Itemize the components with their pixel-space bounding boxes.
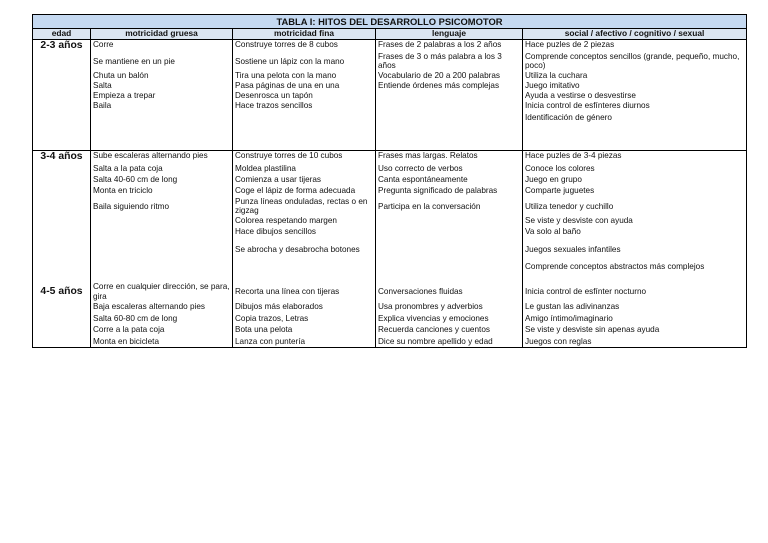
cell-gross-motor: Chuta un balón xyxy=(91,71,233,81)
cell-social: Se viste y desviste sin apenas ayuda xyxy=(523,325,747,337)
cell-age xyxy=(33,113,91,129)
header-age: edad xyxy=(33,29,91,40)
cell-language: Entiende órdenes más complejas xyxy=(376,81,523,91)
cell-social: Juego imitativo xyxy=(523,81,747,91)
cell-social: Inicia control de esfínteres diurnos xyxy=(523,101,747,113)
cell-age xyxy=(33,325,91,337)
cell-social: Utiliza la cuchara xyxy=(523,71,747,81)
cell-fine-motor: Sostiene un lápiz con la mano xyxy=(233,52,376,71)
cell-age xyxy=(33,302,91,314)
cell-language xyxy=(376,101,523,113)
cell-language xyxy=(376,227,523,238)
cell-gross-motor: Salta xyxy=(91,81,233,91)
cell-language: Vocabulario de 20 a 200 palabras xyxy=(376,71,523,81)
table-row xyxy=(33,164,747,175)
cell-gross-motor xyxy=(91,262,233,282)
cell-social: Comprende conceptos abstractos más complejos xyxy=(523,262,747,282)
table-row xyxy=(33,282,747,302)
cell-language: Pregunta significado de palabras xyxy=(376,186,523,197)
cell-gross-motor: Baila xyxy=(91,101,233,113)
cell-gross-motor: Sube escaleras alternando pies xyxy=(91,151,233,164)
table-row xyxy=(33,175,747,186)
cell-age: 4-5 años xyxy=(33,282,91,302)
cell-social: Le gustan las adivinanzas xyxy=(523,302,747,314)
table-row xyxy=(33,227,747,238)
cell-social: Conoce los colores xyxy=(523,164,747,175)
cell-age xyxy=(33,81,91,91)
cell-fine-motor: Lanza con puntería xyxy=(233,337,376,348)
cell-language xyxy=(376,129,523,151)
milestones-table xyxy=(32,14,747,348)
cell-age xyxy=(33,227,91,238)
cell-age xyxy=(33,337,91,348)
cell-fine-motor: Construye torres de 8 cubos xyxy=(233,40,376,53)
cell-age xyxy=(33,216,91,227)
cell-gross-motor: Se mantiene en un pie xyxy=(91,52,233,71)
cell-gross-motor: Salta 60-80 cm de long xyxy=(91,314,233,325)
cell-social: Juego en grupo xyxy=(523,175,747,186)
cell-gross-motor: Monta en bicicleta xyxy=(91,337,233,348)
cell-fine-motor: Comienza a usar tijeras xyxy=(233,175,376,186)
cell-language: Frases de 3 o más palabra a los 3 años xyxy=(376,52,523,71)
cell-fine-motor: Moldea plastilina xyxy=(233,164,376,175)
cell-social: Identificación de género xyxy=(523,113,747,129)
table-row xyxy=(33,101,747,113)
cell-gross-motor: Corre xyxy=(91,40,233,53)
cell-fine-motor: Construye torres de 10 cubos xyxy=(233,151,376,164)
table-row xyxy=(33,71,747,81)
cell-language xyxy=(376,262,523,282)
header-fine-motor: motricidad fina xyxy=(233,29,376,40)
cell-fine-motor: Recorta una línea con tijeras xyxy=(233,282,376,302)
cell-fine-motor: Dibujos más elaborados xyxy=(233,302,376,314)
table-row xyxy=(33,337,747,348)
cell-language: Conversaciones fluidas xyxy=(376,282,523,302)
cell-fine-motor: Desenrosca un tapón xyxy=(233,91,376,101)
cell-gross-motor xyxy=(91,227,233,238)
cell-fine-motor: Bota una pelota xyxy=(233,325,376,337)
cell-language xyxy=(376,113,523,129)
table-row xyxy=(33,238,747,262)
cell-gross-motor: Baila siguiendo ritmo xyxy=(91,197,233,216)
cell-age: 2-3 años xyxy=(33,40,91,53)
cell-language: Participa en la conversación xyxy=(376,197,523,216)
cell-social: Amigo íntimo/imaginario xyxy=(523,314,747,325)
cell-age xyxy=(33,52,91,71)
cell-age xyxy=(33,91,91,101)
cell-gross-motor: Corre en cualquier dirección, se para, gira xyxy=(91,282,233,302)
cell-social: Comparte juguetes xyxy=(523,186,747,197)
cell-gross-motor: Salta a la pata coja xyxy=(91,164,233,175)
cell-fine-motor xyxy=(233,262,376,282)
cell-age xyxy=(33,164,91,175)
cell-social: Juegos sexuales infantiles xyxy=(523,238,747,262)
table-body xyxy=(33,40,747,348)
cell-language: Canta espontáneamente xyxy=(376,175,523,186)
cell-fine-motor: Punza líneas onduladas, rectas o en zigzag xyxy=(233,197,376,216)
table-row xyxy=(33,216,747,227)
cell-gross-motor: Monta en triciclo xyxy=(91,186,233,197)
cell-social xyxy=(523,129,747,151)
table-row xyxy=(33,91,747,101)
cell-age xyxy=(33,238,91,262)
cell-gross-motor: Baja escaleras alternando pies xyxy=(91,302,233,314)
cell-age xyxy=(33,186,91,197)
table-row xyxy=(33,52,747,71)
cell-age xyxy=(33,71,91,81)
cell-language: Recuerda canciones y cuentos xyxy=(376,325,523,337)
header-language: lenguaje xyxy=(376,29,523,40)
table-row xyxy=(33,81,747,91)
cell-age xyxy=(33,129,91,151)
table-row xyxy=(33,314,747,325)
development-milestones-sheet xyxy=(32,14,746,348)
cell-age xyxy=(33,197,91,216)
cell-social: Inicia control de esfínter nocturno xyxy=(523,282,747,302)
cell-language xyxy=(376,216,523,227)
cell-social: Va solo al baño xyxy=(523,227,747,238)
table-row xyxy=(33,197,747,216)
cell-fine-motor: Hace dibujos sencillos xyxy=(233,227,376,238)
cell-fine-motor: Copia trazos, Letras xyxy=(233,314,376,325)
header-social: social / afectivo / cognitivo / sexual xyxy=(523,29,747,40)
header-gross-motor: motricidad gruesa xyxy=(91,29,233,40)
cell-fine-motor xyxy=(233,129,376,151)
cell-gross-motor xyxy=(91,238,233,262)
cell-age: 3-4 años xyxy=(33,151,91,164)
cell-age xyxy=(33,262,91,282)
cell-language: Frases mas largas. Relatos xyxy=(376,151,523,164)
cell-language: Explica vivencias y emociones xyxy=(376,314,523,325)
cell-social: Hace puzles de 2 piezas xyxy=(523,40,747,53)
table-row xyxy=(33,302,747,314)
cell-social: Se viste y desviste con ayuda xyxy=(523,216,747,227)
cell-fine-motor: Pasa páginas de una en una xyxy=(233,81,376,91)
cell-language xyxy=(376,238,523,262)
header-row xyxy=(33,29,747,40)
cell-age xyxy=(33,314,91,325)
cell-gross-motor: Salta 40-60 cm de long xyxy=(91,175,233,186)
cell-language: Usa pronombres y adverbios xyxy=(376,302,523,314)
cell-gross-motor xyxy=(91,129,233,151)
cell-social: Utiliza tenedor y cuchillo xyxy=(523,197,747,216)
cell-gross-motor: Empieza a trepar xyxy=(91,91,233,101)
cell-age xyxy=(33,175,91,186)
cell-language xyxy=(376,91,523,101)
cell-age xyxy=(33,101,91,113)
cell-social: Comprende conceptos sencillos (grande, pequeño, mucho, poco) xyxy=(523,52,747,71)
cell-fine-motor xyxy=(233,113,376,129)
cell-social: Juegos con reglas xyxy=(523,337,747,348)
table-row xyxy=(33,129,747,151)
table-row xyxy=(33,262,747,282)
table-row xyxy=(33,113,747,129)
cell-language: Dice su nombre apellido y edad xyxy=(376,337,523,348)
cell-fine-motor: Hace trazos sencillos xyxy=(233,101,376,113)
table-title: TABLA I: HITOS DEL DESARROLLO PSICOMOTOR xyxy=(33,15,747,29)
cell-fine-motor: Colorea respetando margen xyxy=(233,216,376,227)
cell-language: Uso correcto de verbos xyxy=(376,164,523,175)
cell-social: Hace puzles de 3-4 piezas xyxy=(523,151,747,164)
table-row xyxy=(33,40,747,53)
cell-fine-motor: Se abrocha y desabrocha botones xyxy=(233,238,376,262)
cell-fine-motor: Coge el lápiz de forma adecuada xyxy=(233,186,376,197)
cell-fine-motor: Tira una pelota con la mano xyxy=(233,71,376,81)
table-row xyxy=(33,151,747,164)
cell-gross-motor xyxy=(91,216,233,227)
table-row xyxy=(33,325,747,337)
cell-language: Frases de 2 palabras a los 2 años xyxy=(376,40,523,53)
cell-social: Ayuda a vestirse o desvestirse xyxy=(523,91,747,101)
table-row xyxy=(33,186,747,197)
cell-gross-motor: Corre a la pata coja xyxy=(91,325,233,337)
cell-gross-motor xyxy=(91,113,233,129)
